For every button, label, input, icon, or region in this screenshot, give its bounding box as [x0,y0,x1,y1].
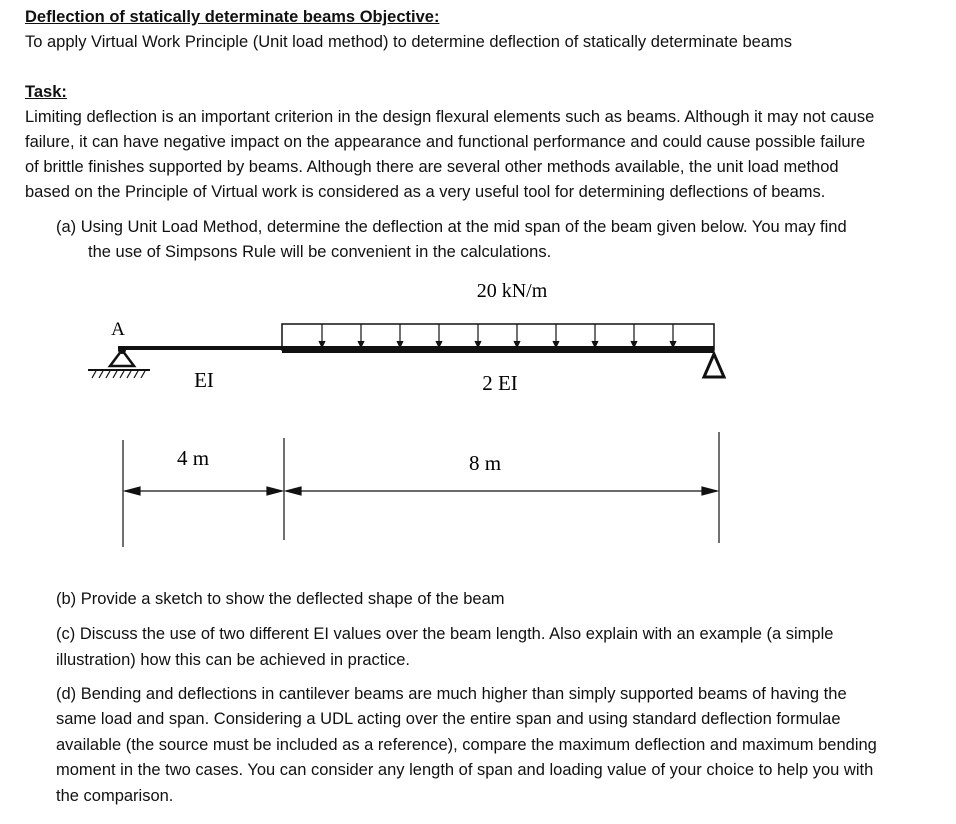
pin-support-icon [88,347,150,379]
part-d-line: available (the source must be included as a reference), compare the maximum deflection and maximum bending [56,736,877,754]
part-d-line: (d) Bending and deflections in cantilever beams are much higher than simply supported beams of having the [56,685,847,703]
document-title: Deflection of statically determinate beams Objective: [25,8,440,26]
task-paragraph-line: Limiting deflection is an important criterion in the design flexural elements such as beams. Although it may not cause [25,108,875,126]
part-d-line: same load and span. Considering a UDL acting over the entire span and using standard deflection formulae [56,710,841,728]
task-paragraph-line: failure, it can have negative impact on the appearance and functional performance and could cause possible failure [25,133,866,151]
dimension-lines [123,432,719,547]
part-b-text: (b) Provide a sketch to show the deflected shape of the beam [56,590,505,608]
span-right-label: 8 m [468,451,502,475]
beam-diagram [0,270,956,560]
load-label: 20 kN/m [476,280,548,302]
part-c-line: (c) Discuss the use of two different EI values over the beam length. Also explain with an example (a simple [56,625,834,643]
task-paragraph-line: of brittle finishes supported by beams. Although there are several other methods available, the unit load method [25,158,839,176]
part-a-line: the use of Simpsons Rule will be convenient in the calculations. [88,243,552,261]
roller-support-icon [704,354,724,377]
span-left-label: 4 m [176,446,210,470]
part-a-line: (a) Using Unit Load Method, determine the deflection at the mid span of the beam given below. You may find [56,218,847,236]
beam [118,346,714,353]
part-d-line: the comparison. [56,787,174,805]
ei-left-label: EI [194,368,214,392]
support-a-label: A [111,319,125,340]
task-heading: Task: [25,83,67,101]
objective-text: To apply Virtual Work Principle (Unit load method) to determine deflection of statically determinate beams [25,33,793,51]
task-paragraph-line: based on the Principle of Virtual work is considered as a very useful tool for determining deflections of beams. [25,183,826,201]
ei-right-label: 2 EI [482,371,518,395]
part-c-line: illustration) how this can be achieved in practice. [56,651,411,669]
part-d-line: moment in the two cases. You can consider any length of span and loading value of your choice to help you with [56,761,874,779]
